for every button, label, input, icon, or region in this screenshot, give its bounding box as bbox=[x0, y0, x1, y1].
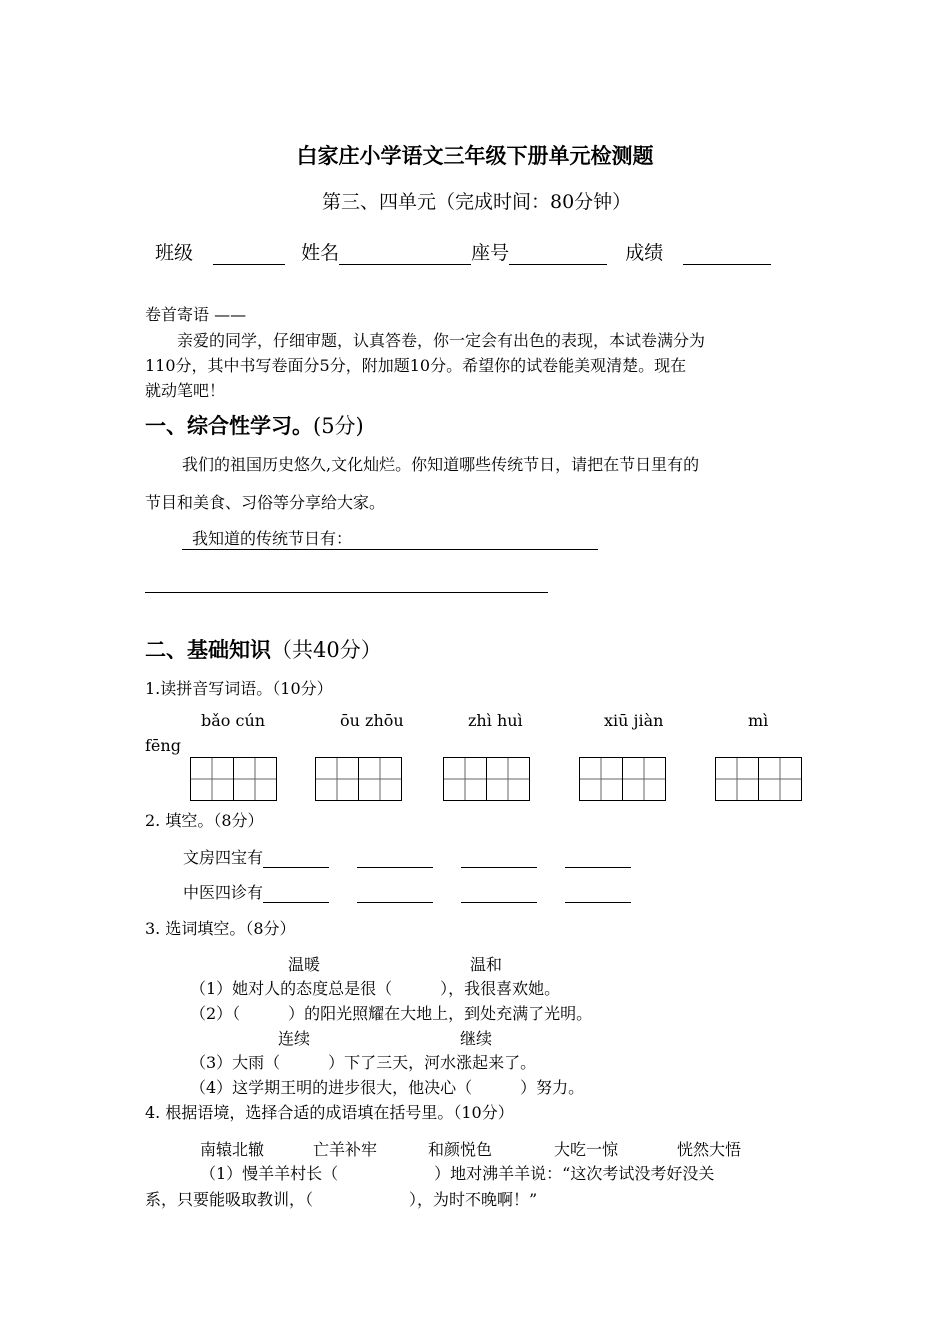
q2-row1 bbox=[183, 845, 631, 868]
q2-title: 2. 填空。（8分） bbox=[145, 811, 264, 830]
idiom-1: 南辕北辙 bbox=[200, 1140, 265, 1159]
q3-sentence4: （4）这学期王明的进步很大，他决心（ ）努力。 bbox=[190, 1078, 585, 1097]
char-cell[interactable] bbox=[622, 757, 666, 801]
char-grid-1[interactable] bbox=[190, 757, 277, 801]
q3-word-wennuan: 温暖 bbox=[288, 955, 321, 974]
q2-blank[interactable] bbox=[461, 884, 537, 903]
class-blank[interactable] bbox=[213, 244, 285, 265]
idiom-5: 恍然大悟 bbox=[677, 1140, 742, 1159]
q2-blank[interactable] bbox=[357, 849, 433, 868]
section2-heading bbox=[145, 634, 382, 664]
score-label: 成绩 bbox=[625, 242, 664, 264]
q4-sentence1b: 系，只要能吸取教训，（ ），为时不晚啊！” bbox=[145, 1190, 538, 1209]
student-info-row bbox=[155, 238, 775, 265]
class-label: 班级 bbox=[155, 242, 194, 264]
char-cell[interactable] bbox=[315, 757, 359, 801]
name-label: 姓名 bbox=[301, 242, 340, 264]
char-cell[interactable] bbox=[190, 757, 234, 801]
char-cell[interactable] bbox=[715, 757, 759, 801]
q3-sentence3: （3）大雨（ ）下了三天，河水涨起来了。 bbox=[190, 1053, 537, 1072]
idiom-3: 和颜悦色 bbox=[428, 1140, 493, 1159]
q3-sentence1: （1）她对人的态度总是很（ ），我很喜欢她。 bbox=[190, 979, 561, 998]
page-subtitle: 第三、四单元（完成时间：80分钟） bbox=[322, 191, 632, 213]
preface-line1: 亲爱的同学，仔细审题，认真答卷，你一定会有出色的表现，本试卷满分为 bbox=[177, 331, 706, 350]
idiom-4: 大吃一惊 bbox=[554, 1140, 619, 1159]
section1-line2: 节目和美食、习俗等分享给大家。 bbox=[145, 493, 386, 512]
char-cell[interactable] bbox=[579, 757, 623, 801]
char-grid-5[interactable] bbox=[715, 757, 802, 801]
section1-answer-line[interactable] bbox=[145, 592, 548, 593]
char-cell[interactable] bbox=[486, 757, 530, 801]
seat-label: 座号 bbox=[471, 242, 510, 264]
section2-title: 二、基础知识 bbox=[145, 637, 271, 662]
q2-row2-label: 中医四诊有 bbox=[183, 883, 264, 902]
section1-prompt[interactable]: 我知道的传统节日有： bbox=[182, 526, 598, 550]
q4-sentence1a: （1）慢羊羊村长（ ）地对沸羊羊说：“这次考试没考好没关 bbox=[200, 1164, 715, 1183]
section1-heading bbox=[145, 410, 364, 440]
char-grid-4[interactable] bbox=[579, 757, 666, 801]
char-grid-3[interactable] bbox=[443, 757, 530, 801]
section1-title: 一、综合性学习。 bbox=[145, 413, 313, 438]
pinyin-5: mì bbox=[748, 711, 769, 730]
page-title: 白家庄小学语文三年级下册单元检测题 bbox=[296, 143, 654, 168]
name-blank[interactable] bbox=[339, 244, 471, 265]
char-cell[interactable] bbox=[358, 757, 402, 801]
pinyin-2: ōu zhōu bbox=[340, 711, 404, 730]
preface-heading: 卷首寄语 —— bbox=[145, 305, 247, 324]
char-cell[interactable] bbox=[758, 757, 802, 801]
q2-blank[interactable] bbox=[263, 849, 329, 868]
seat-blank[interactable] bbox=[509, 244, 607, 265]
preface-line3: 就动笔吧！ bbox=[145, 381, 226, 400]
section2-points: （共40分） bbox=[271, 638, 382, 662]
section1-line1: 我们的祖国历史悠久,文化灿烂。你知道哪些传统节日，请把在节日里有的 bbox=[182, 455, 700, 474]
idiom-2: 亡羊补牢 bbox=[313, 1140, 378, 1159]
char-cell[interactable] bbox=[443, 757, 487, 801]
q4-title: 4. 根据语境，选择合适的成语填在括号里。（10分） bbox=[145, 1103, 514, 1122]
q3-sentence2: （2）（ ）的阳光照耀在大地上，到处充满了光明。 bbox=[190, 1004, 593, 1023]
pinyin-5-wrap: fēng bbox=[145, 736, 181, 755]
char-cell[interactable] bbox=[233, 757, 277, 801]
char-grid-2[interactable] bbox=[315, 757, 402, 801]
pinyin-1: bǎo cún bbox=[201, 711, 266, 730]
q2-blank[interactable] bbox=[565, 849, 631, 868]
q2-blank[interactable] bbox=[263, 884, 329, 903]
q3-word-lianxu: 连续 bbox=[278, 1029, 311, 1048]
pinyin-4: xiū jiàn bbox=[604, 711, 664, 730]
q2-blank[interactable] bbox=[357, 884, 433, 903]
q2-row2 bbox=[183, 880, 631, 903]
score-blank[interactable] bbox=[683, 244, 771, 265]
q2-row1-label: 文房四宝有 bbox=[183, 848, 264, 867]
q3-word-jixu: 继续 bbox=[460, 1029, 493, 1048]
q3-word-wenhe: 温和 bbox=[470, 955, 503, 974]
q2-blank[interactable] bbox=[565, 884, 631, 903]
preface-line2: 110分，其中书写卷面分5分，附加题10分。希望你的试卷能美观清楚。现在 bbox=[145, 356, 687, 375]
q2-blank[interactable] bbox=[461, 849, 537, 868]
section1-points: (5分) bbox=[313, 414, 364, 438]
q1-title: 1.读拼音写词语。（10分） bbox=[145, 679, 333, 698]
pinyin-3: zhì huì bbox=[468, 711, 523, 730]
q3-title: 3. 选词填空。（8分） bbox=[145, 919, 296, 938]
